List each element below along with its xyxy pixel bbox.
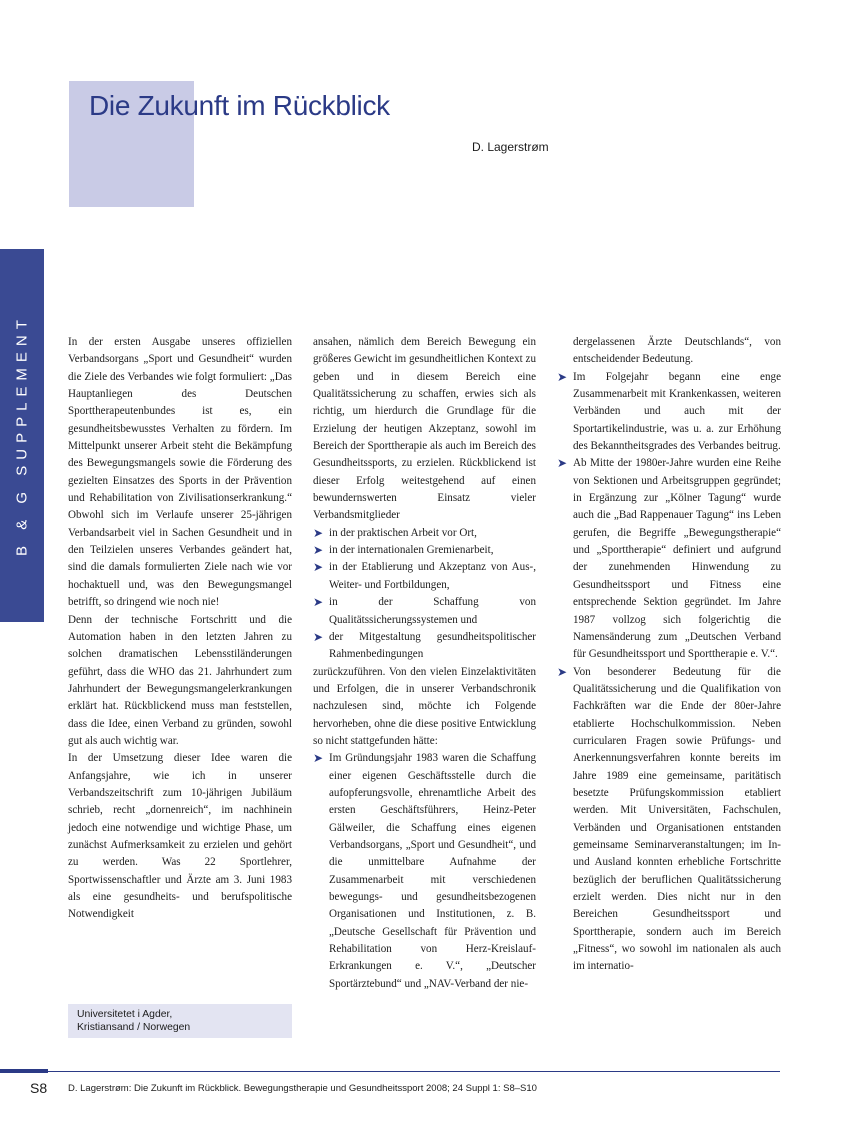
arrowhead-bullet-icon: ➤ (313, 560, 324, 575)
bullet-item (313, 525, 536, 542)
paragraph: In der ersten Ausgabe unseres offiziellen Verbandsorgans „Sport und Gesundheit“ wurden die Ziele des Verbandes wie folgt formuliert: „Das Hauptanliegen des Deutschen Sporttherapeutenbundes ist es, ein gesundheitsbewusstes Verhalten zu fördern. Im Mittelpunkt unserer Arbeit steht die Bekämpfung des Bewegungsmangels sowie die Förderung des gezielten Einsatzes des Sports in der Prävention und Rehabilitation von Zivilisationserkrankung.“ Obwohl sich im Verlaufe unserer 25-jährigen Verbandsarbeit viel in Sachen Gesundheit und in den Teilzielen unseres Verbandes geändert hat, sind die damals formulierten Ziele nach wie vor hochaktuell und, was den Bewegungsmangel betrifft, so dringend wie noch nie! (68, 336, 292, 609)
text-column-2 (313, 334, 536, 993)
bullet-item (313, 559, 536, 594)
article-title: Die Zukunft im Rückblick (89, 90, 390, 121)
bullet-text: in der Schaffung von Qualitätssicherungssystemen und (329, 596, 536, 626)
paragraph: dergelassenen Ärzte Deutschlands“, von entscheidender Bedeutung. (573, 336, 781, 366)
bullet-item (313, 629, 536, 664)
bullet-item (313, 542, 536, 559)
arrowhead-bullet-icon: ➤ (313, 751, 324, 766)
paragraph: Denn der technische Fortschritt und die Automation haben in den letzten Jahren zu solchen dramatischen Lebensstiländerungen geführt, dass die WHO das 21. Jahrhundert zum Jahrhundert der Bewegungsmangelerkrankungen erklärt hat. Rückblickend muss man feststellen, dass die Idee, einen Verband zu gründen, sowohl gut als auch wichtig war. (68, 613, 292, 747)
affiliation-box (68, 1004, 292, 1038)
arrowhead-bullet-icon: ➤ (313, 629, 324, 644)
bullet-text: Ab Mitte der 1980er-Jahre wurden eine Reihe von Sektionen und Arbeitsgruppen gegründet; in Ergänzung zur „Kölner Tagung“ wurde auch die „Bad Rappenauer Tagung“ ins Leben gerufen, die Begriffe „Bewegungstherapie“ und „Sporttherapie“ definiert und aufgrund der zunehmenden Hinwendung zu Gesundheitssport und Fitness eine entsprechende Sektion gegründet. Im Jahre 1987 vollzog sich folgerichtig die Namensänderung zum „Deutschen Verband für Gesundheitssport und Sporttherapie e. V.“. (573, 457, 781, 661)
bullet-text: Im Gründungsjahr 1983 waren die Schaffung einer eigenen Geschäftsstelle durch die aufopferungsvolle, ehrenamtliche Arbeit des ersten Geschäftsführers, Heinz-Peter Gälweiler, die Schaffung eines eigenen Verbandsorgans, „Sport und Gesundheit“, und die unmittelbare Aufnahme der Zusammenarbeit mit verschiedenen bewegungs- und gesundheitsbezogenen Organisationen und Institutionen, z. B. „Deutsche Gesellschaft für Prävention und Rehabilitation von Herz-Kreislauf-Erkrankungen e. V.“, „Deutscher Sportärztebund“ und „NAV-Verband der nie- (329, 752, 536, 990)
footer-rule (0, 1071, 780, 1072)
affiliation-line: Kristiansand / Norwegen (77, 1022, 191, 1033)
text-column-1 (68, 334, 292, 924)
arrowhead-bullet-icon: ➤ (313, 543, 324, 558)
bullet-text: Von besonderer Bedeutung für die Qualitätssicherung und die Qualifikation von Fachkräften war die Ende der 80er-Jahre etablierte Hochschulkommission. Neben curricularen Fragen sowie Prüfungs- und Anerkennungsverfahren konnte bereits im Jahre 1989 eine gemeinsame, paritätisch besetzte Prüfungskommission etabliert werden. Mit Universitäten, Fachschulen, Verbänden und Organisationen entstanden gemeinsame Seminarveranstaltungen; im In- und Ausland konnten erhebliche Fortschritte bezüglich der beruflichen Qualitätssicherung erzielt werden. Dies nicht nur in den Bereichen Gesundheitssport und Sporttherapie, sondern auch im Bereich „Fitness“, wo sowohl im nationalen als auch im internatio- (573, 665, 781, 973)
author-name: D. Lagerstrøm (472, 140, 549, 154)
bullet-item (557, 664, 781, 976)
bullet-item (557, 455, 781, 663)
bullet-text: der Mitgestaltung gesundheitspolitischer Rahmenbedingungen (329, 630, 536, 661)
bullet-text: in der Etablierung und Akzeptanz von Aus-, Weiter- und Fortbildungen, (329, 561, 536, 591)
paragraph: zurückzuführen. Von den vielen Einzelaktivitäten und Erfolgen, die in unserer Verbandschronik nachzulesen sind, möchte ich Folgende hervorheben, ohne die diese positive Entwicklung so nicht stattgefunden hätte: (313, 665, 536, 747)
arrowhead-bullet-icon: ➤ (313, 525, 324, 540)
supplement-label: B & G SUPPLEMENT (13, 314, 31, 556)
bullet-text: Im Folgejahr begann eine enge Zusammenarbeit mit Krankenkassen, weiteren Verbänden und auch mit der Sportartikelindustrie, was u. a. zur Erhöhung des Bekanntheitsgrades des Verbandes beitrug. (573, 370, 781, 453)
bullet-item (313, 750, 536, 993)
arrowhead-bullet-icon: ➤ (557, 369, 568, 384)
bullet-text: in der internationalen Gremienarbeit, (329, 544, 494, 557)
bullet-item (557, 369, 781, 456)
citation-line: D. Lagerstrøm: Die Zukunft im Rückblick. Bewegungstherapie und Gesundheitssport 2008; 24 Suppl 1: S8–S10 (68, 1083, 537, 1094)
arrowhead-bullet-icon: ➤ (557, 664, 568, 679)
paragraph: ansahen, nämlich dem Bereich Bewegung ein größeres Gewicht im gesundheitlichen Kontext zu geben und in diesem Bereich eine Qualitätssicherung zu schaffen, erwies sich als richtig, um hierdurch die Grundlage für die Erzielung der heutigen Akzeptanz, sowohl im Bereich der Sporttherapie als auch im Bereich des Gesundheitssports, zu erzielen. Rückblickend ist dieser Erfolg weitestgehend auf einen bewundernswerten Einsatz vieler Verbandsmitglieder (313, 336, 536, 522)
affiliation-line: Universitetet i Agder, (77, 1009, 173, 1020)
paragraph: In der Umsetzung dieser Idee waren die Anfangsjahre, wie ich in unserer Verbandszeitschrift zum 10-jährigen Jubiläum schrieb, recht „dornenreich“, im nachhinein jedoch eine notwendige und wichtige Phase, um zunächst Aufmerksamkeit zu erzielen und gehört zu werden. Was 22 Sportlehrer, Sportwissenschaftler und Ärzte am 3. Juni 1983 als eine gesundheits- und berufspolitische Notwendigkeit (68, 752, 292, 921)
text-column-3 (557, 334, 781, 976)
arrowhead-bullet-icon: ➤ (557, 456, 568, 471)
arrowhead-bullet-icon: ➤ (313, 595, 324, 610)
bullet-text: in der praktischen Arbeit vor Ort, (329, 526, 477, 539)
page-number: S8 (30, 1080, 48, 1096)
bullet-item (313, 594, 536, 629)
